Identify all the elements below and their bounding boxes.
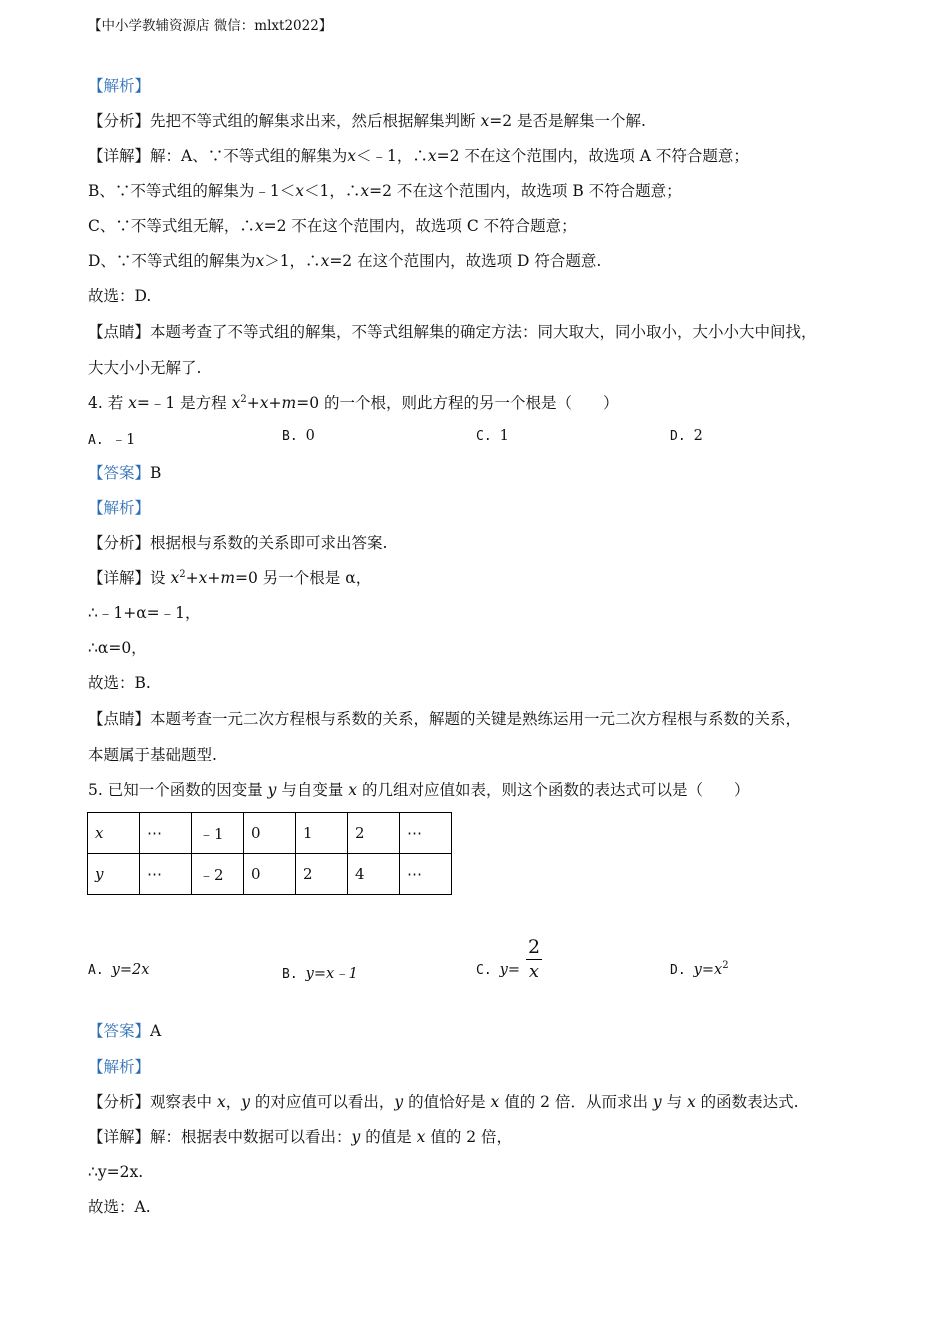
table-cell: y [88, 854, 140, 895]
option-text: 2 [693, 428, 703, 444]
table-cell: 1 [296, 813, 348, 854]
q3-xiangjie-tag: 【详解】 [88, 147, 151, 165]
table-cell: 0 [244, 813, 296, 854]
fraction-bar [526, 959, 542, 960]
q5-fenxi-tag: 【分析】 [88, 1093, 151, 1111]
q5-option-d [670, 962, 729, 978]
text: 根据根与系数的关系即可求出答案. [150, 534, 388, 552]
q4-daan-tag: 【答案】 [88, 464, 151, 482]
var-x: x [687, 1093, 696, 1111]
superscript: 2 [722, 960, 729, 971]
text: 本题考查了不等式组的解集，不等式组解集的确定方法：同大取大，同小取小，大小小大中间找， [150, 323, 817, 341]
text: =2 是否是解集一个解. [489, 112, 646, 130]
table-cell: 0 [244, 854, 296, 895]
var-y: y [394, 1093, 404, 1111]
table-cell: ﹣1 [192, 813, 244, 854]
var-x: x [255, 252, 265, 270]
var-x: x [216, 1093, 226, 1111]
text: 解：A、∵不等式组的解集为 [150, 147, 348, 165]
table-cell: 4 [348, 854, 400, 895]
table-cell: ⋯ [400, 813, 452, 854]
text: + [185, 569, 199, 587]
q4-answer: 故选：B. [88, 674, 151, 692]
q3-option-b [88, 181, 682, 201]
q3-jiexi-tag: 【解析】 [88, 77, 151, 95]
var-x: x [490, 1093, 500, 1111]
var-m: m [281, 394, 297, 412]
q4-option-c [476, 428, 509, 444]
q4-step-2: ∴α=0， [88, 639, 147, 657]
text: ＞1，∴ [264, 252, 321, 270]
q5-step: ∴y=2x. [88, 1163, 144, 1181]
text: =2 在这个范围内，故选项 D 符合题意. [329, 252, 602, 270]
page-header: 【中小学教辅资源店 微信：mlxt2022】 [88, 18, 333, 34]
var-m: m [220, 569, 236, 587]
option-label: D. [670, 429, 686, 444]
q5-daan: A [150, 1022, 162, 1040]
option-text: y=2x [111, 962, 150, 978]
q5-option-b [282, 962, 358, 983]
table-row [88, 813, 452, 854]
q4-fenxi-tag: 【分析】 [88, 534, 151, 552]
text: ， [225, 1093, 242, 1111]
text: 5. 已知一个函数的因变量 [88, 781, 268, 799]
text: =0 另一个根是 α， [235, 569, 372, 587]
var-x: x [480, 112, 490, 130]
var-x: x [295, 182, 305, 200]
q4-option-a [88, 428, 135, 449]
q5-xiangjie-tag: 【详解】 [88, 1128, 151, 1146]
option-label: A. [88, 433, 104, 448]
value-table [87, 812, 452, 895]
text: 的值恰好是 [403, 1093, 491, 1111]
var-x: x [231, 394, 241, 412]
q4-jiexi-tag: 【解析】 [88, 499, 151, 517]
table-cell: ﹣2 [192, 854, 244, 895]
text: 与自变量 [276, 781, 349, 799]
fraction-two-over-x [526, 936, 542, 982]
q4-step-1: ∴﹣1+α=﹣1， [88, 604, 201, 622]
text: 先把不等式组的解集求出来，然后根据解集判断 [150, 112, 481, 130]
var-x: x [170, 569, 180, 587]
q3-dianjing-tag: 【点睛】 [88, 323, 151, 341]
table-cell: ⋯ [140, 813, 192, 854]
q3-xiangjie-a [88, 146, 749, 166]
table-row [88, 854, 452, 895]
text: 的值是 [360, 1128, 417, 1146]
option-label: C. [476, 963, 492, 978]
q5-stem [88, 780, 749, 800]
q4-answer-line [88, 463, 161, 483]
q5-fenxi [88, 1092, 799, 1112]
text: 观察表中 [150, 1093, 217, 1111]
text: B、∵不等式组的解集为﹣1＜ [88, 182, 296, 200]
var-y: y [652, 1093, 662, 1111]
text: ＜﹣1，∴ [355, 147, 428, 165]
text: 本题考查一元二次方程根与系数的关系，解题的关键是熟练运用一元二次方程根与系数的关系， [150, 710, 802, 728]
option-label: B. [282, 429, 298, 444]
q5-answer-line [88, 1021, 161, 1041]
q5-jiexi-tag: 【解析】 [88, 1058, 151, 1076]
q4-option-d [670, 428, 703, 444]
var-y: y [267, 781, 277, 799]
option-text: 0 [305, 428, 315, 444]
fraction-denominator: x [528, 961, 540, 982]
q3-dianjing-1 [88, 322, 817, 342]
q4-xiangjie-tag: 【详解】 [88, 569, 151, 587]
var-x: x [198, 569, 208, 587]
text: C、∵不等式组无解，∴ [88, 217, 255, 235]
var-x: x [320, 252, 330, 270]
table-cell: x [88, 813, 140, 854]
var-x: x [128, 394, 137, 412]
option-label: D. [670, 963, 686, 978]
q3-dianjing-2: 大大小小无解了. [88, 359, 202, 377]
var-x: x [360, 182, 370, 200]
q4-daan: B [150, 464, 162, 482]
q3-option-d [88, 251, 601, 271]
option-text: y=x [693, 962, 723, 978]
text: + [207, 569, 221, 587]
var-y: y [351, 1128, 361, 1146]
var-x: x [259, 394, 269, 412]
table-cell: 2 [348, 813, 400, 854]
q3-fenxi-tag: 【分析】 [88, 112, 151, 130]
q3-fenxi [88, 111, 646, 131]
q4-stem [88, 393, 618, 413]
var-x: x [348, 781, 358, 799]
option-text: 1 [499, 428, 509, 444]
text: =2 不在这个范围内，故选项 B 不符合题意； [369, 182, 682, 200]
var-x: x [427, 147, 437, 165]
q4-fenxi [88, 533, 387, 553]
q5-daan-tag: 【答案】 [88, 1022, 151, 1040]
text: D、∵不等式组的解集为 [88, 252, 256, 270]
table-cell: ⋯ [400, 854, 452, 895]
text: =0 的一个根，则此方程的另一个根是（ ） [296, 394, 619, 412]
text: 设 [150, 569, 171, 587]
text: 的几组对应值如表，则这个函数的表达式可以是（ ） [357, 781, 750, 799]
fraction-numerator: 2 [527, 936, 541, 958]
text: + [268, 394, 282, 412]
text: =﹣1 是方程 [136, 394, 232, 412]
option-text: y= [499, 962, 520, 978]
var-x: x [416, 1128, 426, 1146]
q5-option-a [88, 962, 149, 978]
var-y: y [241, 1093, 250, 1111]
q5-xiangjie [88, 1127, 512, 1147]
option-text: ﹣1 [111, 432, 136, 448]
option-label: C. [476, 429, 492, 444]
text: ＜1，∴ [304, 182, 361, 200]
text: 的函数表达式. [695, 1093, 799, 1111]
text: 与 [661, 1093, 687, 1111]
text: 解：根据表中数据可以看出： [150, 1128, 352, 1146]
superscript: 2 [240, 394, 247, 405]
text: 值的 2 倍．从而求出 [499, 1093, 653, 1111]
q4-dianjing-1 [88, 709, 801, 729]
q4-dianjing-tag: 【点睛】 [88, 710, 151, 728]
table-cell: ⋯ [140, 854, 192, 895]
q5-answer: 故选：A. [88, 1198, 151, 1216]
option-text: y=x﹣1 [305, 966, 358, 982]
option-label: B. [282, 967, 298, 982]
var-x: x [254, 217, 264, 235]
q5-option-c [476, 962, 520, 978]
q4-option-b [282, 428, 315, 444]
q3-answer: 故选：D. [88, 287, 152, 305]
text: + [246, 394, 260, 412]
var-x: x [347, 147, 356, 165]
table-cell: 2 [296, 854, 348, 895]
text: =2 不在这个范围内，故选项 A 不符合题意； [436, 147, 749, 165]
text: =2 不在这个范围内，故选项 C 不符合题意； [263, 217, 577, 235]
option-label: A. [88, 963, 104, 978]
text: 的对应值可以看出， [249, 1093, 395, 1111]
text: 4. 若 [88, 394, 129, 412]
superscript: 2 [179, 569, 186, 580]
text: 值的 2 倍， [425, 1128, 513, 1146]
q4-xiangjie [88, 568, 371, 588]
q3-option-c [88, 216, 577, 236]
q4-dianjing-2: 本题属于基础题型. [88, 746, 217, 764]
